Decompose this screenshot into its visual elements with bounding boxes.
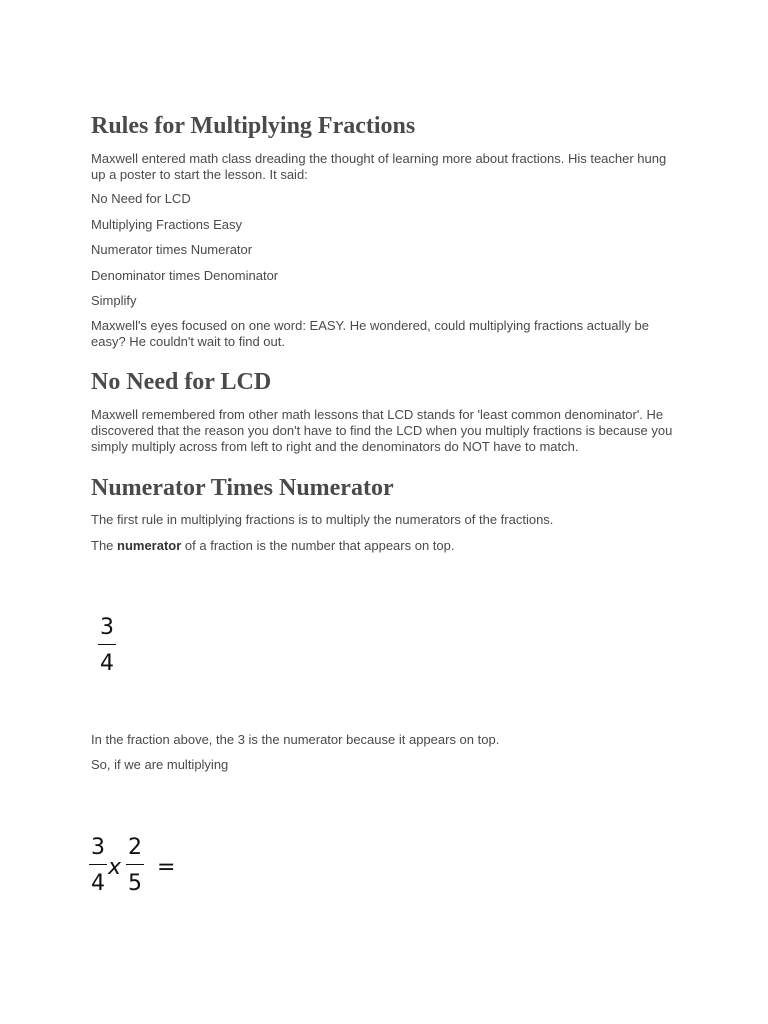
left-numerator: 3 <box>91 835 105 860</box>
right-fraction-bar <box>126 864 144 865</box>
fraction-three-fourths <box>98 615 116 677</box>
right-denominator: 5 <box>128 871 142 896</box>
left-fraction-bar <box>89 864 107 865</box>
poster-line-4: Denominator times Denominator <box>91 268 279 283</box>
multiplication-sign: x <box>108 855 122 880</box>
numerator-rule-paragraph: The first rule in multiplying fractions is to multiply the numerators of the fractions. <box>91 512 554 527</box>
heading-rules-for-multiplying-fractions: Rules for Multiplying Fractions <box>91 113 416 139</box>
intro-paragraph: Maxwell entered math class dreading the thought of learning more about fractions. His teacher hung up a poster to start the lesson. It said: <box>91 151 667 182</box>
left-denominator: 4 <box>91 871 105 896</box>
poster-line-2: Multiplying Fractions Easy <box>91 217 242 232</box>
heading-no-need-for-lcd: No Need for LCD <box>91 369 272 395</box>
poster-line-3: Numerator times Numerator <box>91 242 253 257</box>
fraction-bar <box>98 644 116 645</box>
equation-right-fraction <box>126 835 144 897</box>
heading-numerator-times-numerator: Numerator Times Numerator <box>91 475 394 501</box>
fraction-numerator: 3 <box>100 615 114 640</box>
equals-sign: = <box>157 855 176 880</box>
equation-left-fraction <box>89 835 107 897</box>
poster-line-1: No Need for LCD <box>91 191 191 206</box>
fraction-denominator: 4 <box>100 651 114 676</box>
definition-prefix: The <box>91 538 118 553</box>
intro-closing-paragraph: Maxwell's eyes focused on one word: EASY. He wondered, could multiplying fractions actually be easy? He couldn't wait to find out. <box>91 318 649 349</box>
definition-suffix: of a fraction is the number that appears on top. <box>181 538 455 553</box>
no-lcd-paragraph: Maxwell remembered from other math lessons that LCD stands for 'least common denominator'. He discovered that the reason you don't have to find the LCD when you multiply fractions is because you simply multiply across from left to right and the denominators do NOT have to match. <box>91 407 673 454</box>
numerator-explanation-paragraph: In the fraction above, the 3 is the numerator because it appears on top. <box>91 732 500 747</box>
definition-term: numerator <box>117 538 182 553</box>
multiplying-lead-in: So, if we are multiplying <box>91 757 229 772</box>
right-numerator: 2 <box>128 835 142 860</box>
poster-line-5: Simplify <box>91 293 137 308</box>
numerator-definition-paragraph <box>91 538 681 554</box>
